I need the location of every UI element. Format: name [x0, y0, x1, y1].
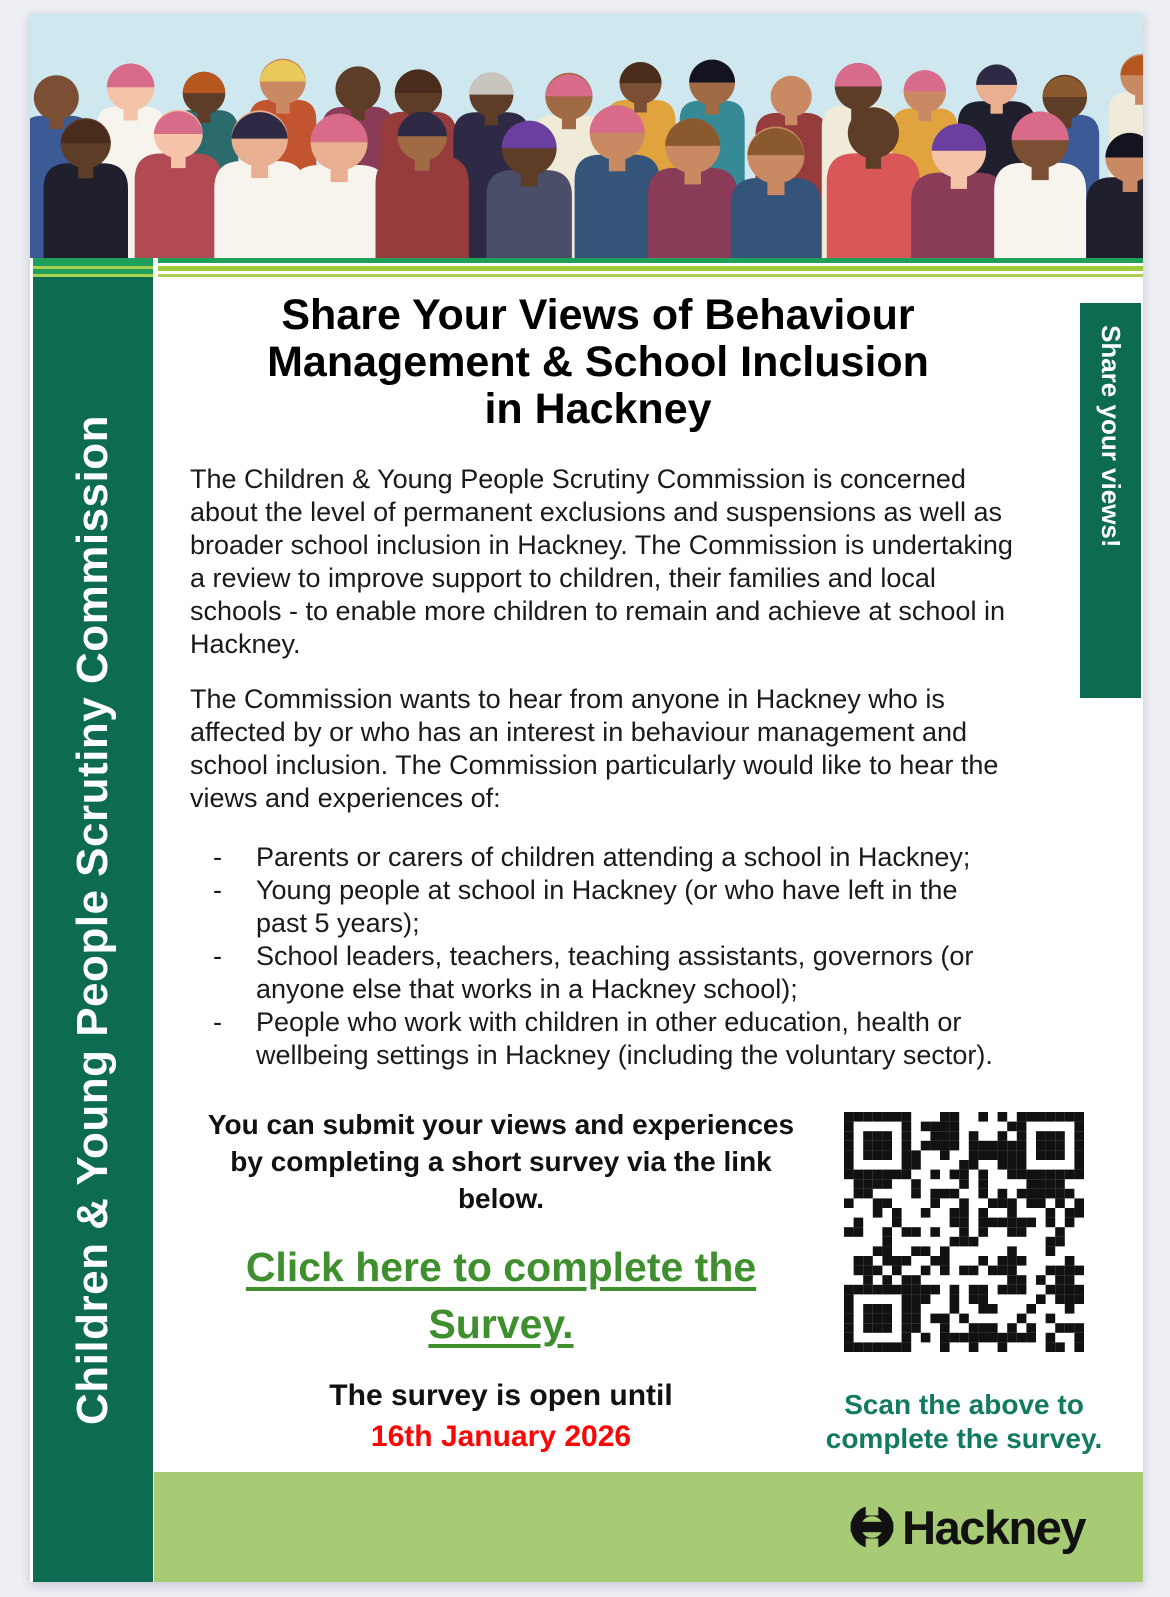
hero-banner: [30, 13, 1143, 258]
crowd-illustration: [30, 13, 1143, 258]
qr-caption: Scan the above to complete the survey.: [825, 1388, 1103, 1454]
flyer-page: [30, 13, 1143, 1582]
deadline-block: [190, 1379, 812, 1454]
footer-band: [154, 1472, 1143, 1582]
dash-marker: -: [213, 841, 222, 872]
main-content: [158, 280, 1143, 1472]
title-line-2: Management & School Inclusion: [267, 337, 929, 386]
sidebar-band: [33, 258, 153, 1582]
audience-list: [213, 841, 1013, 1072]
list-item-text: People who work with children in other education, health or wellbeing settings in Hackney (including the voluntary sector).: [256, 1006, 993, 1070]
list-item: [213, 1006, 1013, 1072]
list-item-text: Parents or carers of children attending a school in Hackney;: [256, 841, 971, 872]
bottom-section: [190, 1106, 1143, 1456]
list-item: [213, 841, 1013, 874]
page-title: [178, 292, 1018, 433]
survey-cta-column: [190, 1106, 812, 1456]
dash-marker: -: [213, 940, 222, 971]
audience-paragraph: The Commission wants to hear from anyone in Hackney who is affected by or who has an interest in behaviour management and school inclusion. The Commission particularly would like to hear the views and experiences of:: [190, 683, 999, 813]
share-views-tab-label: Share your views!: [1096, 325, 1126, 548]
list-item-text: Young people at school in Hackney (or who have left in the past 5 years);: [256, 874, 958, 938]
qr-column: [814, 1106, 1114, 1456]
hackney-logo-icon: [849, 1504, 895, 1550]
sidebar-vertical-label: Children & Young People Scrutiny Commission: [68, 415, 117, 1425]
stripe-divider: [158, 258, 1143, 280]
title-line-1: Share Your Views of Behaviour: [281, 291, 915, 339]
deadline-date: 16th January 2026: [370, 1419, 632, 1453]
submit-instructions: You can submit your views and experiences by completing a short survey via the link below.: [207, 1108, 795, 1214]
list-item-text: School leaders, teachers, teaching assistants, governors (or anyone else that works in a Hackney school);: [256, 940, 974, 1004]
hackney-logo: [849, 1500, 1085, 1555]
dash-marker: -: [213, 874, 222, 905]
hackney-logo-text: Hackney: [902, 1500, 1085, 1554]
qr-code: [844, 1112, 1084, 1352]
intro-paragraph: The Children & Young People Scrutiny Commission is concerned about the level of permanent exclusions and suspensions as well as broader school inclusion in Hackney. The Commission is undertaking a review to improve support to children, their families and local schools - to enable more children to remain and achieve at school in Hackney.: [190, 463, 1013, 659]
qr-code-image: [844, 1112, 1084, 1352]
title-line-3: in Hackney: [484, 384, 712, 433]
survey-link[interactable]: Click here to complete the Survey.: [245, 1243, 757, 1347]
dash-marker: -: [213, 1006, 222, 1037]
list-item: [213, 874, 1013, 940]
deadline-label: The survey is open until: [329, 1378, 673, 1412]
list-item: [213, 940, 1013, 1006]
